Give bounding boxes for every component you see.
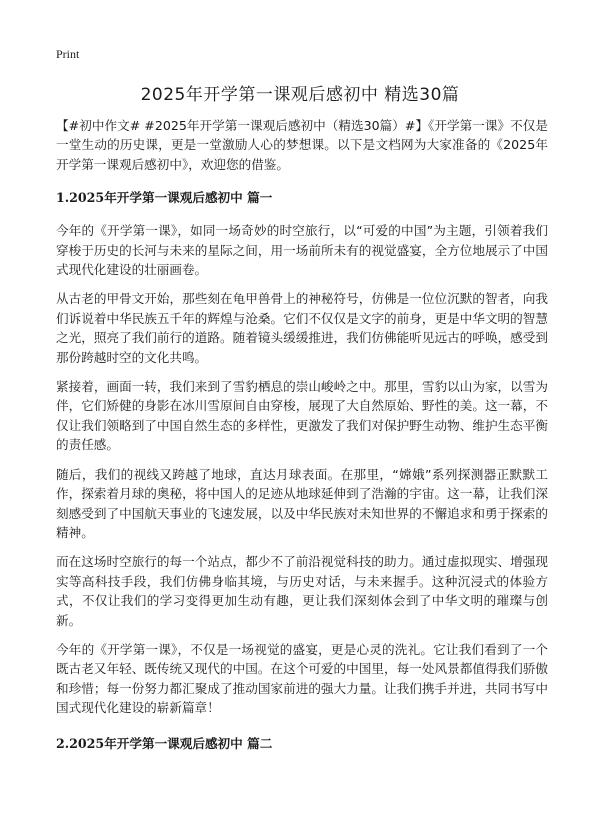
intro-paragraph: 【#初中作文# #2025年开学第一课观后感初中（精选30篇）#】《开学第一课》不仅是一堂生动的历史课，更是一堂激励人心的梦想课。以下是文档网为大家准备的《2025年开学第一课观后感初中》，欢迎您的借鉴。 [56, 118, 548, 172]
page-title: 2025年开学第一课观后感初中 精选30篇 [140, 85, 460, 105]
section-1-paragraph: 随后，我们的视线又跨越了地球，直达月球表面。在那里，“嫦娥”系列探测器正默默工作，探索着月球的奥秘，将中国人的足迹从地球延伸到了浩瀚的宇宙。这一幕，让我们深刻感受到了中国航天事业的飞速发展，以及中华民族对未知世界的不懈追求和勇于探索的精神。 [56, 466, 548, 540]
section-1-paragraph: 紧接着，画面一转，我们来到了雪豹栖息的崇山峻岭之中。那里，雪豹以山为家，以雪为伴，它们矫健的身影在冰川雪原间自由穿梭，展现了大自然原始、野性的美。这一幕，不仅让我们领略到了中国自然生态的多样性，更激发了我们对保护野生动物、维护生态平衡的责任感。 [56, 379, 548, 453]
section-1-paragraph: 从古老的甲骨文开始，那些刻在龟甲兽骨上的神秘符号，仿佛是一位位沉默的智者，向我们诉说着中华民族五千年的辉煌与沧桑。它们不仅仅是文字的前身，更是中华文明的智慧之光，照亮了我们前行的道路。随着镜头缓缓推进，我们仿佛能听见远古的呼唤，感受到那份跨越时空的文化共鸣。 [56, 291, 548, 365]
document-body [56, 116, 548, 767]
section-heading-1: 1.2025年开学第一课观后感初中 篇一 [56, 190, 273, 206]
print-link[interactable]: Print [56, 47, 80, 61]
section-1-paragraph: 而在这场时空旅行的每一个站点，都少不了前沿视觉科技的助力。通过虚拟现实、增强现实等高科技手段，我们仿佛身临其境，与历史对话，与未来握手。这种沉浸式的体验方式，不仅让我们的学习变得更加生动有趣，更让我们深刻体会到了中华文明的璀璨与创新。 [56, 554, 548, 628]
section-1-paragraph: 今年的《开学第一课》，如同一场奇妙的时空旅行，以“可爱的中国”为主题，引领着我们穿梭于历史的长河与未来的星际之间，用一场前所未有的视觉盛宴，全方位地展示了中国式现代化建设的壮丽画卷。 [56, 223, 548, 278]
section-1-paragraph: 今年的《开学第一课》，不仅是一场视觉的盛宴，更是心灵的洗礼。它让我们看到了一个既古老又年轻、既传统又现代的中国。在这个可爱的中国里，每一处风景都值得我们骄傲和珍惜；每一份努力都汇聚成了推动国家前进的强大力量。让我们携手并进，共同书写中国式现代化建设的崭新篇章！ [56, 641, 548, 716]
section-heading-2: 2.2025年开学第一课观后感初中 篇二 [56, 735, 273, 751]
